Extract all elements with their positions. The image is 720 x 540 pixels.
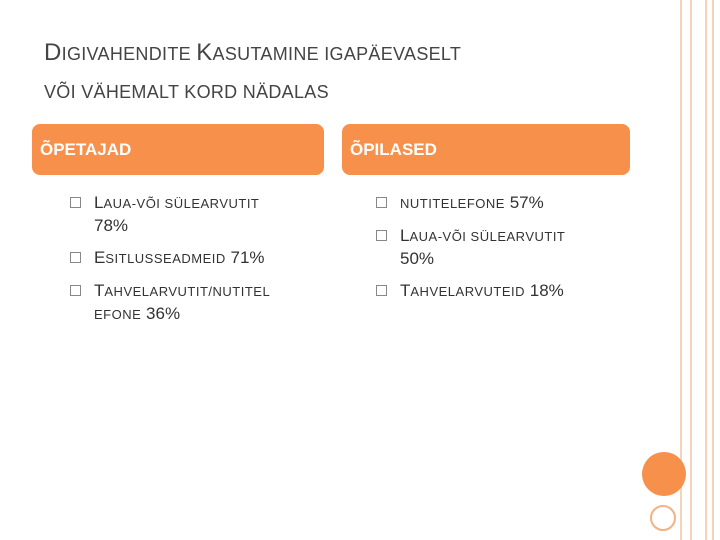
item-value: 50% bbox=[400, 249, 435, 268]
decorative-circle-outline-icon bbox=[650, 505, 676, 531]
bullet-box-icon bbox=[70, 252, 81, 263]
list-item bbox=[376, 192, 636, 215]
title-text: IGIVAHENDITE bbox=[61, 44, 197, 64]
item-value: 71% bbox=[230, 248, 265, 267]
slide-title bbox=[44, 34, 644, 111]
item-value: 57% bbox=[509, 193, 544, 212]
title-capital: K bbox=[196, 39, 213, 66]
list-item bbox=[70, 192, 320, 237]
item-capital: T bbox=[400, 281, 411, 300]
decorative-stripe bbox=[712, 0, 714, 540]
students-list bbox=[376, 192, 636, 313]
item-label: NUTITELEFONE bbox=[400, 196, 505, 211]
decorative-circle-icon bbox=[642, 452, 686, 496]
title-capital: D bbox=[44, 39, 62, 66]
decorative-stripe bbox=[690, 0, 692, 540]
bullet-box-icon bbox=[70, 197, 81, 208]
teachers-list bbox=[70, 192, 320, 336]
bullet-box-icon bbox=[70, 285, 81, 296]
list-item bbox=[376, 225, 636, 270]
item-capital: T bbox=[94, 281, 105, 300]
decorative-stripe bbox=[705, 0, 707, 540]
item-capital: L bbox=[94, 193, 104, 212]
item-label: AUA-VÕI SÜLEARVUTIT bbox=[409, 229, 566, 244]
list-item bbox=[70, 247, 320, 270]
item-value: 36% bbox=[146, 304, 181, 323]
students-header bbox=[342, 124, 630, 175]
item-label: AHVELARVUTIT/NUTITEL EFONE bbox=[94, 284, 270, 322]
teachers-header bbox=[32, 124, 324, 175]
teachers-header-label: ÕPETAJAD bbox=[40, 139, 132, 159]
bullet-box-icon bbox=[376, 285, 387, 296]
item-value: 78% bbox=[94, 216, 129, 235]
item-label: SITLUSSEADMEID bbox=[105, 251, 226, 266]
list-item bbox=[70, 280, 320, 326]
item-value: 18% bbox=[529, 281, 564, 300]
item-capital: L bbox=[400, 226, 410, 245]
item-label: AUA-VÕI SÜLEARVUTIT bbox=[103, 196, 260, 211]
item-label: AHVELARVUTEID bbox=[410, 284, 526, 299]
bullet-box-icon bbox=[376, 230, 387, 241]
list-item bbox=[376, 280, 636, 303]
students-header-label: ÕPILASED bbox=[350, 139, 437, 159]
title-line-2: VÕI VÄHEMALT KORD NÄDALAS bbox=[44, 82, 329, 102]
item-capital: E bbox=[94, 248, 106, 267]
title-text: ASUTAMINE IGAPÄEVASELT bbox=[212, 44, 462, 64]
bullet-box-icon bbox=[376, 197, 387, 208]
